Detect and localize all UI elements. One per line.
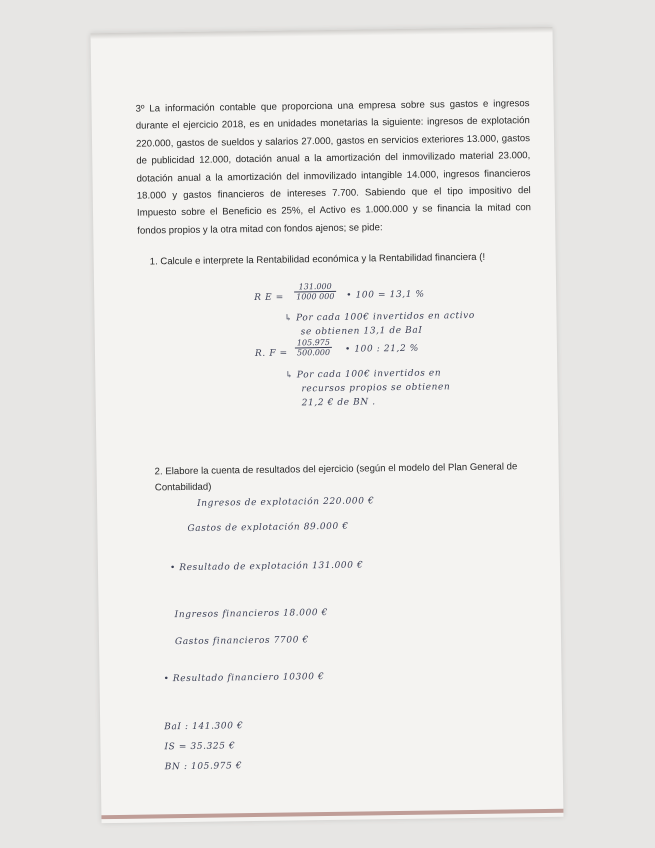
re-label: R E =: [254, 292, 284, 304]
hw-bn: BN : 105.975 €: [164, 761, 243, 773]
rf-note-line-1: ↳ Por cada 100€ invertidos en: [285, 368, 442, 381]
hw-gastos-explotacion: Gastos de explotación 89.000 €: [187, 521, 349, 534]
hw-bai: BaI : 141.300 €: [164, 721, 244, 733]
hw-resultado-explotacion: • Resultado de explotación 131.000 €: [169, 560, 364, 574]
paper-sheet: [91, 27, 564, 823]
hw-ingresos-financieros: Ingresos financieros 18.000 €: [174, 608, 329, 621]
hw-gastos-financieros: Gastos financieros 7700 €: [174, 635, 309, 648]
exercise-statement: 3º La información contable que proporciona una empresa sobre sus gastos e ingresos durante el ejercicio 2018, es en unidades monetarias la siguiente: ingresos de explotación 220.000, gastos de sueldos y salarios 27.000, gastos en servicios exteriores 13.000, gastos de publicidad 12.000, dotación anual a la amortización del inmovilizado material 23.000, dotación anual a la amortización del inmovilizado intangible 14.000, ingresos financieros 18.000 y gastos financieros de intereses 7.700. Sabiendo que el tipo impositivo del Impuesto sobre el Beneficio es 25%, el Activo es 1.000.000 y se financia la mitad con fondos propios y la otra mitad con fondos ajenos; se pide:: [135, 98, 532, 237]
rf-note-line-3: 21,2 € de BN .: [301, 397, 376, 409]
question-2: 2. Elabore la cuenta de resultados del ejercicio (según el modelo del Plan General de Contabilidad): [154, 461, 518, 494]
hw-ingresos-explotacion: Ingresos de explotación 220.000 €: [197, 496, 375, 509]
rf-denominator: 500.000: [296, 347, 331, 358]
rf-result: • 100 : 21,2 %: [344, 343, 419, 355]
re-denominator: 1000 000: [296, 291, 335, 302]
re-note-line-2: se obtienen 13,1 de BaI: [300, 325, 423, 338]
rf-numerator: 105.975: [295, 338, 332, 349]
rf-label: R. F =: [254, 348, 288, 359]
re-numerator: 131.000: [294, 282, 336, 293]
hw-resultado-financiero: • Resultado financiero 10300 €: [163, 672, 325, 685]
rf-fraction: [295, 338, 332, 358]
paper-bottom-edge: [101, 809, 563, 819]
re-note-line-1: ↳ Por cada 100€ invertidos en activo: [284, 310, 475, 324]
re-fraction: [294, 282, 336, 302]
question-1: 1. Calcule e interprete la Rentabilidad económica y la Rentabilidad financiera (!: [149, 251, 486, 268]
rf-note-line-2: recursos propios se obtienen: [301, 382, 451, 395]
paper-top-edge: [91, 27, 553, 39]
re-result: • 100 = 13,1 %: [346, 289, 425, 301]
hw-is: IS = 35.325 €: [164, 741, 236, 753]
